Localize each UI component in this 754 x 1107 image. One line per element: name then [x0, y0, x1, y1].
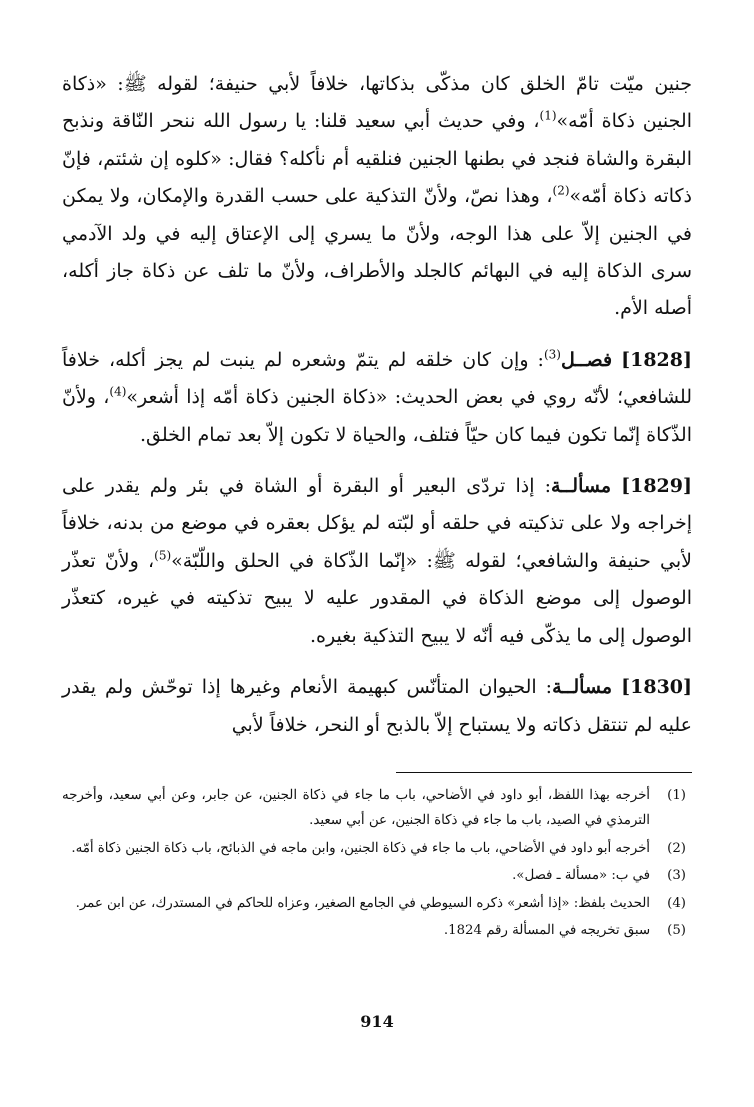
footnote-number: (3)	[667, 868, 686, 884]
page-number: 914	[360, 1012, 394, 1031]
issue-number: [1828]	[621, 348, 692, 371]
paragraph	[62, 342, 692, 454]
footnote	[62, 836, 692, 862]
footnote-text: أخرجه أبو داود في الأضاحي، باب ما جاء في ذكاة الجنين، وابن ماجه في الذبائح، باب ذكاة الجنين ذكاة أمّه.	[71, 840, 650, 856]
text-run: ، وهذا نصّ، ولأنّ التذكية على حسب القدرة والإمكان، ولا يمكن في الجنين إلاّ على هذا الوجه، ولأنّ ما يسري إلى الإعتاق إليه في ولد الآدمي سرى الذكاة إليه في البهائم كالجلد والأطراف، ولأنّ ما تلف عن ذكاة جاز أكله، أصله الأم.	[62, 185, 692, 320]
text-run: جنين ميّت تامّ الخلق كان مذكّى بذكاتها، خلافاً لأبي حنيفة؛ لقوله ﷺ: «ذكاة الجنين ذكاة أمّه»	[62, 73, 692, 133]
main-text	[62, 66, 692, 744]
footnote	[62, 863, 692, 889]
footnote-ref[interactable]: (3)	[543, 347, 561, 362]
footnote-ref[interactable]: (4)	[109, 384, 127, 399]
footnote-ref[interactable]: (1)	[539, 109, 557, 124]
text-run: ، ولأنّ الذّكاة إنّما تكون فيما كان حيّاً فتلف، والحياة لا تكون إلاّ بعد تمام الخلق.	[62, 386, 692, 446]
footnote-number: (4)	[667, 895, 686, 911]
footnote-number: (1)	[667, 787, 686, 803]
paragraph	[62, 468, 692, 655]
paragraph	[62, 66, 692, 328]
footnote-text: سبق تخريجه في المسألة رقم 1824.	[443, 923, 650, 939]
footnote-ref[interactable]: (5)	[154, 548, 172, 563]
footnote-text: الحديث بلفظ: «إذا أشعر» ذكره السيوطي في الجامع الصغير، وعزاه للحاكم في المستدرك، عن ابن عمر.	[75, 895, 650, 911]
text-run: ، وفي حديث أبي سعيد قلنا: يا رسول الله ننحر النّاقة ونذبح البقرة والشاة فنجد في بطنها الجنين فنلقيه أم نأكله؟ فقال: «كلوه إن شئتم، فإنّ ذكاته ذكاة أمّه»	[62, 110, 692, 208]
footnote-text: في ب: «مسألة ـ فصل».	[512, 868, 650, 884]
section-marker: مسألــة	[550, 475, 611, 498]
footnotes-list	[62, 783, 692, 944]
footnote	[62, 783, 692, 834]
footnote-number: (5)	[667, 923, 686, 939]
text-run: : وإن كان خلقه لم يتمّ وشعره لم ينبت لم يجز أكله، خلافاً للشافعي؛ لأنّه روي في بعض الحديث: «ذكاة الجنين ذكاة أمّه إذا أشعر»	[62, 348, 693, 409]
text-run: ، ولأنّ تعذّر الوصول إلى موضع الذكاة في المقدور عليه لا يبيح تذكيته في غيره، كتعذّر الوصول إلى ما يذكّى فيه أنّه لا يبيح التذكية بغيره.	[62, 549, 692, 647]
footnote-text: أخرجه بهذا اللفظ، أبو داود في الأضاحي، باب ما جاء في ذكاة الجنين، عن جابر، وعن أبي سعيد، وأخرجه الترمذي في الصيد، باب ما جاء في ذكاة الجنين، عن أبي سعيد.	[62, 787, 650, 829]
footnote-ref[interactable]: (2)	[552, 183, 570, 198]
issue-number: [1830]	[621, 676, 693, 699]
section-marker: فصــل	[560, 348, 613, 371]
section-marker: مسألــة	[552, 676, 613, 699]
text-run: : الحيوان المتأنّس كبهيمة الأنعام وغيرها إذا توحّش ولم يقدر عليه لم تنتقل ذكاته ولا يستباح إلاّ بالذبح أو النحر، خلافاً لأبي	[62, 676, 692, 736]
paragraph	[62, 669, 692, 744]
footnote-number: (2)	[667, 840, 686, 856]
text-run: : إذا تردّى البعير أو البقرة أو الشاة في بئر ولم يقدر على إخراجه ولا على تذكيته في حلقه أو لبّته لم يؤكل بعقره في موضع من بدنه، خلافاً لأبي حنيفة والشافعي؛ لقوله ﷺ: «إنّما الذّكاة في الحلق واللّبّة»	[62, 475, 692, 572]
footnote	[62, 891, 692, 917]
footnote-separator	[396, 772, 692, 773]
footnote	[62, 918, 692, 944]
issue-number: [1829]	[621, 475, 692, 498]
